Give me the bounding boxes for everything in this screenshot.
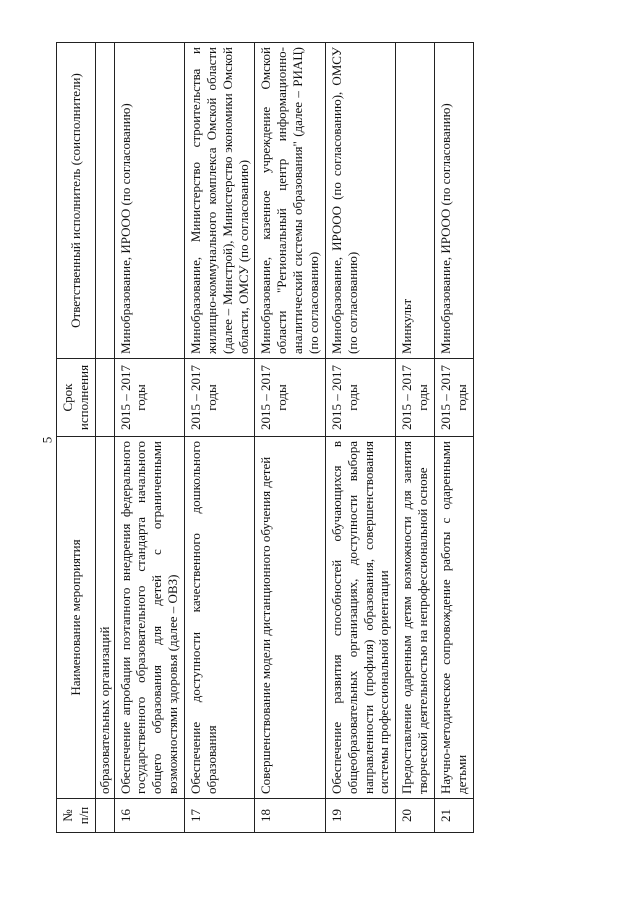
continuation-exec-cell xyxy=(95,43,114,359)
table-row xyxy=(255,43,325,833)
table-row xyxy=(325,43,395,833)
row-name: Предоставление одаренным детям возможности для занятия творческой деятельностью на непрофессиональной основе xyxy=(396,437,435,799)
row-executor: Минобразование, ИРООО (по согласованию) xyxy=(114,43,184,359)
row-term: 2015 – 2017 годы xyxy=(396,359,435,437)
row-executor: Минобразование, ИРООО (по согласованию) xyxy=(435,43,474,359)
continuation-term-cell xyxy=(95,359,114,437)
row-num: 20 xyxy=(396,799,435,833)
table-row xyxy=(396,43,435,833)
continuation-text: образовательных организаций xyxy=(95,437,114,799)
row-term: 2015 – 2017 годы xyxy=(114,359,184,437)
row-term: 2015 – 2017 годы xyxy=(325,359,395,437)
row-name: Обеспечение доступности качественного дошкольного образования xyxy=(185,437,255,799)
row-num: 16 xyxy=(114,799,184,833)
table-header-row xyxy=(57,43,96,833)
row-name: Обеспечение апробации поэтапного внедрения федерального государственного образовательного стандарта начального общего образования для детей с ограниченными возможностями здоровья (далее – ОВЗ) xyxy=(114,437,184,799)
row-name: Совершенствование модели дистанционного обучения детей xyxy=(255,437,325,799)
table-row xyxy=(114,43,184,833)
row-term: 2015 – 2017 годы xyxy=(255,359,325,437)
row-term: 2015 – 2017 годы xyxy=(435,359,474,437)
table-row xyxy=(435,43,474,833)
continuation-row xyxy=(95,43,114,833)
row-executor: Минобразование, Министерство строительства и жилищно-коммунального комплекса Омской области (далее – Минстрой), Министерство экономики Омской области, ОМСУ (по согласованию) xyxy=(185,43,255,359)
measures-table xyxy=(56,42,474,833)
row-num: 19 xyxy=(325,799,395,833)
row-executor: Минобразование, казенное учреждение Омской области "Региональный центр информационно-аналитический системы образования" (далее – РИАЦ) (по согласованию) xyxy=(255,43,325,359)
header-executor: Ответственный исполнитель (соисполнители) xyxy=(57,43,96,359)
continuation-num-cell xyxy=(95,799,114,833)
page-number: 5 xyxy=(39,436,55,444)
row-num: 18 xyxy=(255,799,325,833)
row-term: 2015 – 2017 годы xyxy=(185,359,255,437)
rotated-table-container xyxy=(56,43,584,833)
header-name: Наименование мероприятия xyxy=(57,437,96,799)
table-row xyxy=(185,43,255,833)
header-term: Срок исполнения xyxy=(57,359,96,437)
row-executor: Минобразование, ИРООО (по согласованию), ОМСУ (по согласованию) xyxy=(325,43,395,359)
row-executor: Минкульт xyxy=(396,43,435,359)
row-num: 21 xyxy=(435,799,474,833)
row-name: Научно-методическое сопровождение работы с одаренными детьми xyxy=(435,437,474,799)
header-num: № п/п xyxy=(57,799,96,833)
row-name: Обеспечение развития способностей обучающихся в общеобразовательных организациях, доступности выбора направленности (профиля) образования, совершенствования системы профессиональной ориентации xyxy=(325,437,395,799)
row-num: 17 xyxy=(185,799,255,833)
